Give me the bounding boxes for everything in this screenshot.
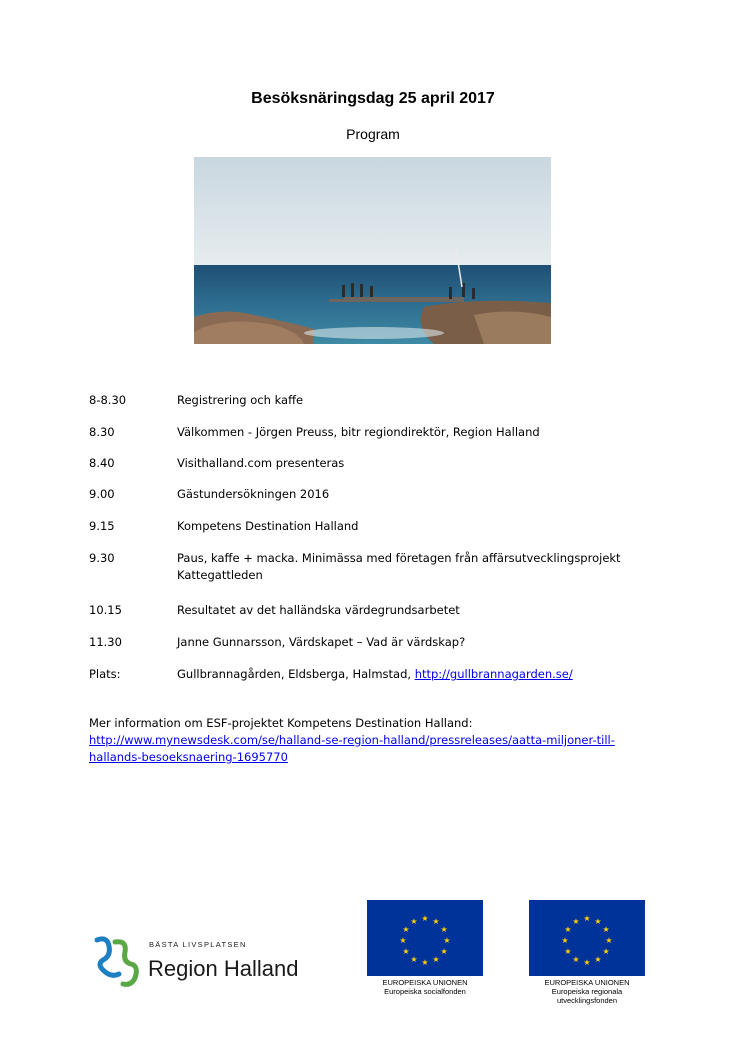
eu-caption-line1: EUROPEISKA UNIONEN: [544, 978, 630, 987]
eu-star-icon: ★: [399, 936, 407, 945]
eu-star-icon: ★: [421, 958, 429, 967]
eu-regional-fund-logo: [529, 900, 645, 1005]
schedule-description: Visithalland.com presenteras: [177, 456, 345, 470]
schedule-time: 10.15: [89, 603, 122, 617]
eu-star-icon: ★: [432, 955, 440, 965]
region-halland-emblem-icon: [93, 934, 143, 988]
eu-star-icon: ★: [410, 955, 418, 965]
eu-star-icon: ★: [561, 936, 569, 945]
press-release-link[interactable]: http://www.mynewsdesk.com/se/halland-se-region-halland/pressreleases/aatta-miljoner-till-hallands-besoeksnaering-1695770: [89, 733, 615, 764]
venue-text: Gullbrannagården, Eldsberga, Halmstad,: [177, 667, 415, 681]
schedule-time: 9.00: [89, 487, 115, 501]
schedule-description: Gästundersökningen 2016: [177, 487, 330, 501]
seaside-photo: [194, 157, 551, 344]
schedule-description: Paus, kaffe + macka. Minimässa med företagen från affärsutvecklingsprojekt Kattegattleden: [177, 551, 621, 582]
eu-star-icon: ★: [564, 947, 572, 956]
schedule-time: 8.40: [89, 456, 115, 470]
eu-star-icon: ★: [594, 916, 602, 926]
schedule-description: Resultatet av det halländska värdegrundsarbetet: [177, 603, 460, 617]
eu-star-icon: ★: [564, 925, 572, 934]
eu-star-icon: ★: [432, 916, 440, 926]
eu-flag-icon: [367, 900, 483, 976]
more-info: [89, 715, 649, 766]
region-halland-name: Region Halland: [148, 956, 299, 981]
schedule-time: 11.30: [89, 635, 122, 649]
eu-star-icon: ★: [440, 925, 448, 934]
eu-star-icon: ★: [605, 936, 613, 945]
schedule-description: Registrering och kaffe: [177, 393, 304, 407]
venue-details: [177, 666, 647, 683]
schedule-description: Janne Gunnarsson, Värdskapet – Vad är värdskap?: [177, 635, 466, 649]
eu-caption-line3: utvecklingsfonden: [556, 996, 618, 1005]
eu-star-icon: ★: [583, 958, 591, 967]
eu-caption-line2: Europeiska socialfonden: [384, 987, 466, 996]
eu-star-icon: ★: [594, 955, 602, 965]
page-subtitle: Program: [346, 126, 400, 142]
schedule-description: Kompetens Destination Halland: [177, 519, 359, 533]
schedule-time: 8.30: [89, 425, 115, 439]
eu-star-icon: ★: [572, 916, 580, 926]
eu-star-icon: ★: [572, 955, 580, 965]
venue-link[interactable]: http://gullbrannagarden.se/: [414, 667, 573, 681]
region-halland-logo: [93, 930, 333, 990]
schedule-time: 9.15: [89, 519, 115, 533]
more-info-text: Mer information om ESF-projektet Kompetens Destination Halland:: [89, 716, 473, 730]
eu-caption-line2: Europeiska regionala: [551, 987, 623, 996]
eu-caption-line1: EUROPEISKA UNIONEN: [382, 978, 468, 987]
eu-star-icon: ★: [421, 914, 429, 923]
schedule-description: Välkommen - Jörgen Preuss, bitr regiondirektör, Region Halland: [177, 425, 540, 439]
venue-label: Plats:: [89, 667, 121, 681]
eu-social-fund-logo: [367, 900, 483, 996]
eu-star-icon: ★: [602, 925, 610, 934]
eu-star-icon: ★: [440, 947, 448, 956]
eu-star-icon: ★: [410, 916, 418, 926]
schedule-time: 8-8.30: [89, 393, 127, 407]
eu-star-icon: ★: [602, 947, 610, 956]
eu-star-icon: ★: [402, 947, 410, 956]
region-halland-tagline: BÄSTA LIVSPLATSEN: [149, 940, 247, 949]
eu-star-icon: ★: [443, 936, 451, 945]
eu-star-icon: ★: [583, 914, 591, 923]
eu-flag-icon: [529, 900, 645, 976]
eu-star-icon: ★: [402, 925, 410, 934]
schedule-time: 9.30: [89, 551, 115, 565]
page-title: Besöksnäringsdag 25 april 2017: [251, 90, 495, 107]
